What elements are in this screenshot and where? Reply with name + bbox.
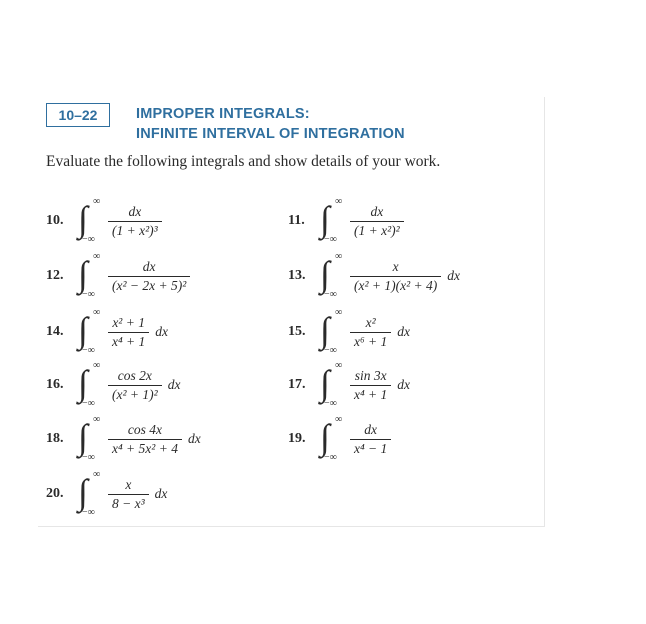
integral-symbol: ∫ [320, 363, 330, 403]
integral-problem [288, 416, 394, 462]
integral-sign [78, 471, 100, 517]
problem-number: 12. [46, 268, 64, 283]
lower-limit: −∞ [324, 345, 337, 356]
fraction [108, 477, 149, 512]
integral-problem [46, 416, 201, 462]
fraction [350, 204, 404, 239]
fraction [350, 368, 391, 403]
upper-limit: ∞ [93, 360, 101, 371]
integral-symbol: ∫ [320, 417, 330, 457]
fraction [108, 368, 162, 403]
integral-symbol: ∫ [78, 199, 88, 239]
differential: dx [447, 268, 461, 283]
lower-limit: −∞ [324, 398, 337, 409]
integral-problem [288, 362, 410, 408]
problem-number: 19. [288, 431, 306, 446]
fraction [350, 422, 391, 457]
problem-number: 15. [288, 324, 306, 339]
section-title-line2: INFINITE INTERVAL OF INTEGRATION [136, 126, 405, 142]
denominator: (1 + x²)³ [108, 221, 162, 239]
denominator: x⁶ + 1 [350, 332, 391, 350]
numerator: cos 2x [117, 367, 152, 383]
denominator: x⁴ + 5x² + 4 [108, 439, 182, 457]
numerator: dx [142, 258, 156, 274]
denominator: 8 − x³ [108, 494, 149, 512]
lower-limit: −∞ [82, 507, 95, 518]
integral-problem [288, 198, 407, 244]
integral-symbol: ∫ [320, 199, 330, 239]
lower-limit: −∞ [324, 234, 337, 245]
integral-symbol: ∫ [78, 417, 88, 457]
differential: dx [397, 377, 411, 392]
section-number-box: 10–22 [46, 103, 110, 127]
fraction [108, 259, 190, 294]
integral-sign [320, 309, 342, 355]
denominator: x⁴ + 1 [350, 385, 391, 403]
numerator: x² + 1 [112, 314, 145, 330]
integral-problem [46, 253, 193, 299]
lower-limit: −∞ [324, 289, 337, 300]
differential: dx [397, 324, 411, 339]
upper-limit: ∞ [93, 251, 101, 262]
integral-symbol: ∫ [78, 254, 88, 294]
numerator: dx [128, 203, 142, 219]
differential: dx [155, 324, 169, 339]
denominator: (x² + 1)(x² + 4) [350, 276, 441, 294]
lower-limit: −∞ [82, 398, 95, 409]
integral-sign [320, 416, 342, 462]
integral-symbol: ∫ [320, 254, 330, 294]
integral-symbol: ∫ [78, 363, 88, 403]
differential: dx [154, 486, 168, 501]
integral-problem [288, 253, 460, 299]
upper-limit: ∞ [93, 469, 101, 480]
upper-limit: ∞ [335, 196, 343, 207]
numerator: cos 4x [127, 421, 163, 437]
integral-problem [46, 471, 167, 517]
integral-symbol: ∫ [78, 472, 88, 512]
integral-symbol: ∫ [320, 310, 330, 350]
upper-limit: ∞ [335, 307, 343, 318]
differential: dx [187, 431, 201, 446]
fraction [108, 422, 182, 457]
instructions: Evaluate the following integrals and show details of your work. [46, 153, 441, 170]
upper-limit: ∞ [335, 360, 343, 371]
fraction [350, 315, 391, 350]
upper-limit: ∞ [93, 414, 101, 425]
problem-number: 13. [288, 268, 306, 283]
numerator: dx [364, 421, 378, 437]
integral-sign [320, 253, 342, 299]
fraction [108, 315, 149, 350]
integral-sign [320, 362, 342, 408]
denominator: (x² + 1)² [108, 385, 162, 403]
integral-sign [78, 416, 100, 462]
integral-sign [78, 198, 100, 244]
problem-number: 18. [46, 431, 64, 446]
section-title-line1: IMPROPER INTEGRALS: [136, 106, 310, 122]
upper-limit: ∞ [93, 307, 101, 318]
problem-number: 16. [46, 377, 64, 392]
problem-number: 17. [288, 377, 306, 392]
problem-number: 10. [46, 213, 64, 228]
integral-problem [46, 198, 165, 244]
lower-limit: −∞ [82, 289, 95, 300]
fraction [350, 259, 441, 294]
denominator: (x² − 2x + 5)² [108, 276, 190, 294]
integral-sign [320, 198, 342, 244]
upper-limit: ∞ [335, 251, 343, 262]
upper-limit: ∞ [93, 196, 101, 207]
integral-sign [78, 253, 100, 299]
numerator: sin 3x [354, 367, 387, 383]
integral-symbol: ∫ [78, 310, 88, 350]
integral-sign [78, 309, 100, 355]
integral-problem [46, 362, 180, 408]
numerator: x [125, 476, 132, 492]
fraction [108, 204, 162, 239]
problem-number: 14. [46, 324, 64, 339]
lower-limit: −∞ [82, 345, 95, 356]
integral-problem [46, 309, 168, 355]
numerator: x [392, 258, 399, 274]
differential: dx [167, 377, 181, 392]
integral-sign [78, 362, 100, 408]
upper-limit: ∞ [335, 414, 343, 425]
lower-limit: −∞ [82, 234, 95, 245]
lower-limit: −∞ [82, 452, 95, 463]
problem-number: 20. [46, 486, 64, 501]
integral-problem [288, 309, 410, 355]
numerator: x² [365, 314, 376, 330]
denominator: (1 + x²)² [350, 221, 404, 239]
denominator: x⁴ − 1 [350, 439, 391, 457]
numerator: dx [370, 203, 384, 219]
problem-number: 11. [288, 213, 305, 228]
denominator: x⁴ + 1 [108, 332, 149, 350]
lower-limit: −∞ [324, 452, 337, 463]
